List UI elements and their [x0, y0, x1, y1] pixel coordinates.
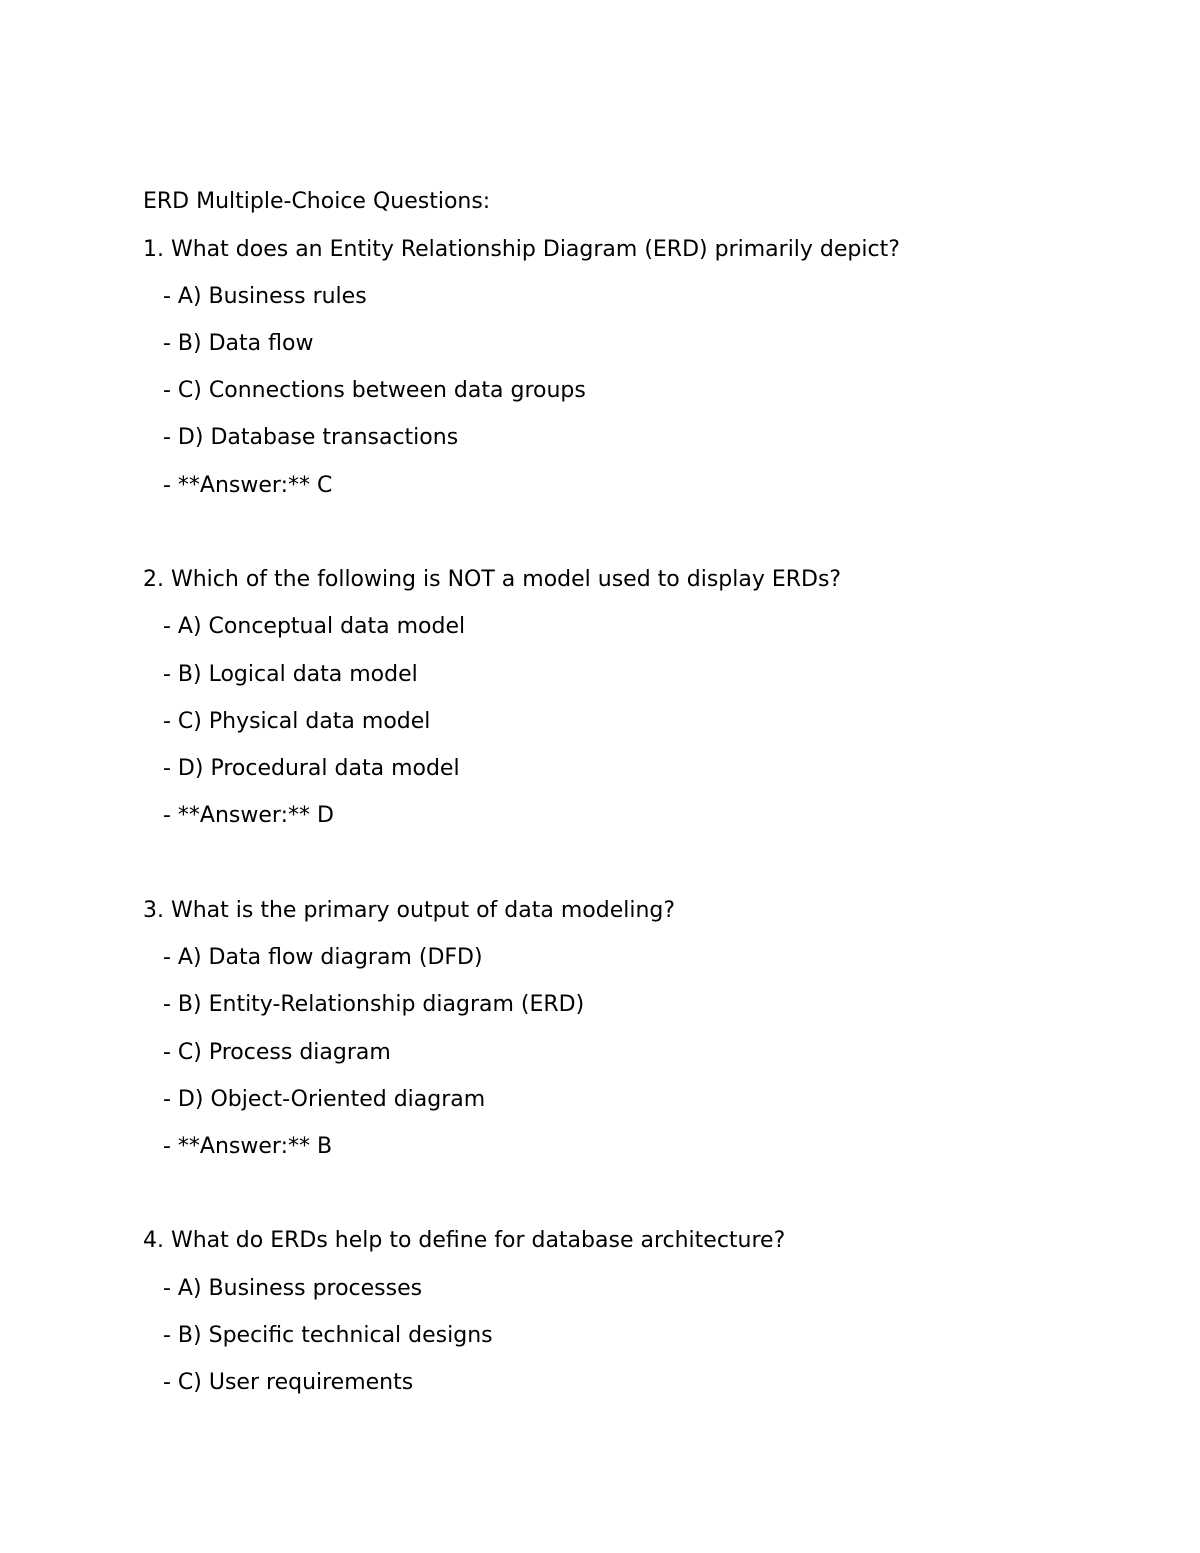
- question-3-prompt: 3. What is the primary output of data modeling?: [143, 898, 676, 923]
- question-3-option-d: - D) Object-Oriented diagram: [163, 1087, 486, 1112]
- question-2-option-b: - B) Logical data model: [163, 662, 418, 687]
- question-2-option-c: - C) Physical data model: [163, 709, 431, 734]
- question-4-option-c: - C) User requirements: [163, 1370, 414, 1395]
- question-3-option-a: - A) Data flow diagram (DFD): [163, 945, 483, 970]
- question-4-option-b: - B) Specific technical designs: [163, 1323, 493, 1348]
- question-1-prompt: 1. What does an Entity Relationship Diagram (ERD) primarily depict?: [143, 237, 900, 262]
- question-3-option-b: - B) Entity-Relationship diagram (ERD): [163, 992, 585, 1017]
- question-2-option-d: - D) Procedural data model: [163, 756, 460, 781]
- document-title: ERD Multiple-Choice Questions:: [143, 189, 491, 214]
- question-2-option-a: - A) Conceptual data model: [163, 614, 466, 639]
- question-1-option-a: - A) Business rules: [163, 284, 367, 309]
- question-2-prompt: 2. Which of the following is NOT a model used to display ERDs?: [143, 567, 842, 592]
- question-3-option-c: - C) Process diagram: [163, 1040, 391, 1065]
- question-1-answer: - **Answer:** C: [163, 473, 333, 498]
- question-4-prompt: 4. What do ERDs help to define for database architecture?: [143, 1228, 786, 1253]
- question-2-answer: - **Answer:** D: [163, 803, 334, 828]
- question-1-option-d: - D) Database transactions: [163, 425, 459, 450]
- question-3-answer: - **Answer:** B: [163, 1134, 333, 1159]
- question-1-option-b: - B) Data flow: [163, 331, 314, 356]
- question-1-option-c: - C) Connections between data groups: [163, 378, 586, 403]
- question-4-option-a: - A) Business processes: [163, 1276, 423, 1301]
